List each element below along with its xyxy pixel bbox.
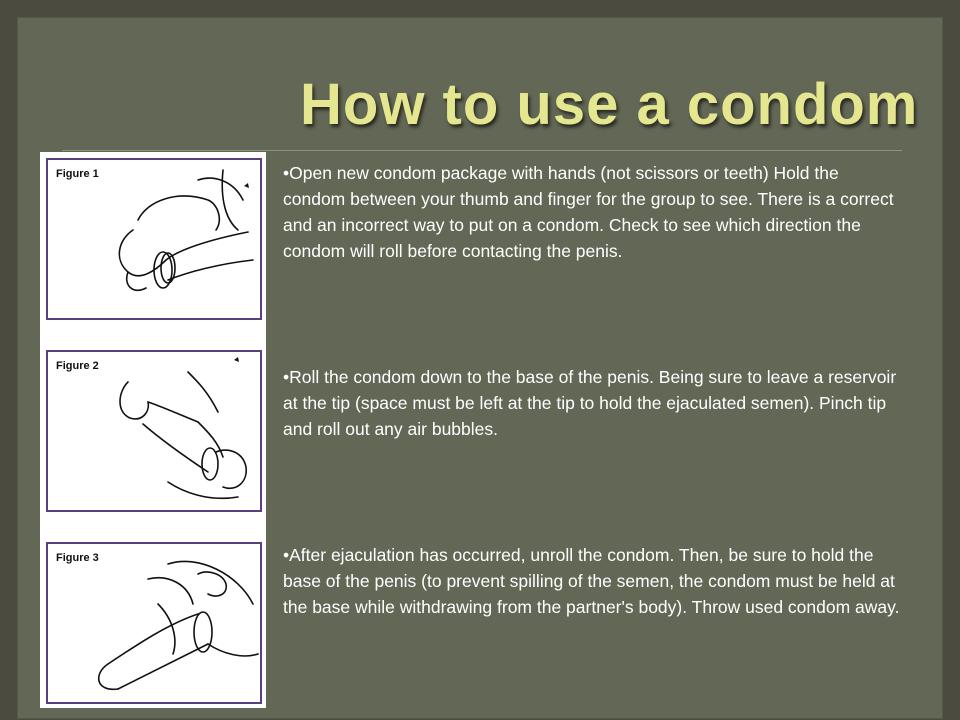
figure-column [40, 152, 266, 708]
figure-3 [46, 542, 262, 704]
figure-2-label: Figure 2 [56, 360, 99, 372]
figure-1-illustration [48, 160, 260, 318]
figure-1 [46, 158, 262, 320]
title-divider [62, 150, 902, 151]
bullet-step-3: •After ejaculation has occurred, unroll the condom. Then, be sure to hold the base of the penis (to prevent spilling of the semen, the condom must be held at the base while withdrawing from the partner's body). Throw used condom away. [283, 545, 900, 617]
bullet-step-2: •Roll the condom down to the base of the penis. Being sure to leave a reservoir at the tip (space must be left at the tip to hold the ejaculated semen). Pinch tip and roll out any air bubbles. [283, 367, 897, 439]
figure-3-illustration [48, 544, 260, 702]
bullet-step-1: •Open new condom package with hands (not scissors or teeth) Hold the condom between your thumb and finger for the group to see. There is a correct and an incorrect way to put on a condom. Check to see which direction the condom will roll before contacting the penis. [283, 163, 894, 261]
slide-title: How to use a condom [300, 72, 919, 137]
figure-1-label: Figure 1 [56, 168, 99, 180]
figure-3-label: Figure 3 [56, 552, 99, 564]
figure-2 [46, 350, 262, 512]
figure-2-illustration [48, 352, 260, 510]
